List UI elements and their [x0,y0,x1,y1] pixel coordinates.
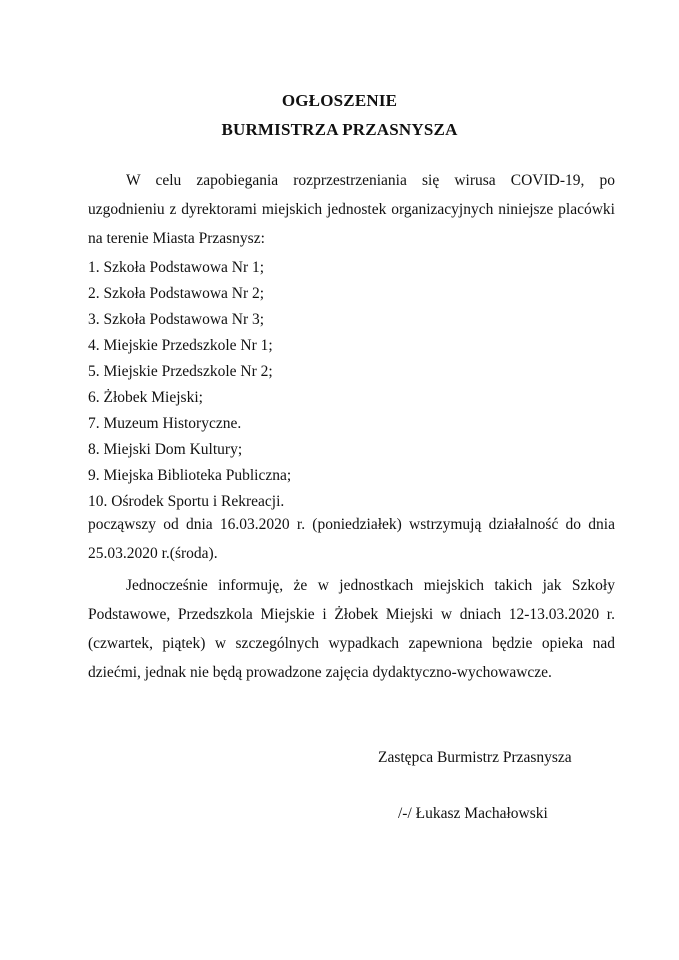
announcement-title: OGŁOSZENIE [281,91,398,110]
list-item: 2. Szkoła Podstawowa Nr 2; [88,285,265,302]
institutions-list [88,255,588,515]
list-item: 5. Miejskie Przedszkole Nr 2; [88,363,273,380]
list-item: 10. Ośrodek Sportu i Rekreacji. [88,493,285,510]
signatory-name: /-/ Łukasz Machałowski [398,805,548,822]
care-info-paragraph [88,571,615,687]
list-item: 1. Szkoła Podstawowa Nr 1; [88,259,265,276]
list-item: 8. Miejski Dom Kultury; [88,441,243,458]
list-item: 9. Miejska Biblioteka Publiczna; [88,467,292,484]
care-info-text: Jednocześnie informuję, że w jednostkach miejskich takich jak Szkoły Podstawowe, Przedszkola Miejskie i Żłobek Miejski w dniach 12-13.03.2020 r. (czwartek, piątek) w szczególnych wypadkach zapewniona będzie opieka nad dziećmi, jednak nie będą prowadzone zajęcia dydaktyczno-wychowawcze. [88,577,615,681]
list-item: 4. Miejskie Przedszkole Nr 1; [88,337,273,354]
closure-period-paragraph: począwszy od dnia 16.03.2020 r. (poniedziałek) wstrzymują działalność do dnia 25.03.2020 r.(środa). [88,516,615,562]
intro-paragraph [88,166,615,253]
signatory-title: Zastępca Burmistrz Przasnysza [378,749,572,766]
announcement-subtitle: BURMISTRZA PRZASNYSZA [221,120,458,139]
list-item: 6. Żłobek Miejski; [88,389,203,406]
intro-text: W celu zapobiegania rozprzestrzeniania się wirusa COVID-19, po uzgodnieniu z dyrektorami miejskich jednostek organizacyjnych niniejsze placówki na terenie Miasta Przasnysz: [88,172,615,247]
list-item: 7. Muzeum Historyczne. [88,415,242,432]
list-item: 3. Szkoła Podstawowa Nr 3; [88,311,265,328]
